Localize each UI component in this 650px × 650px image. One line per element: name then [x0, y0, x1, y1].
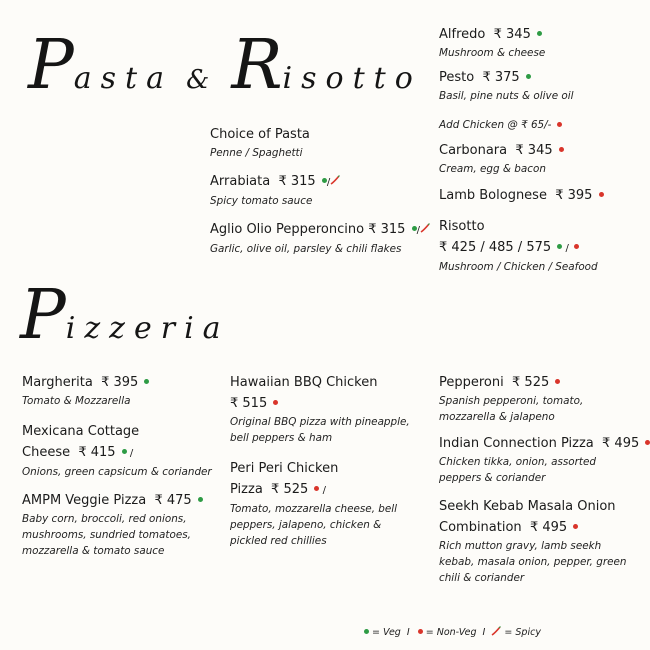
menu-item-indian-connection-pizza: [439, 433, 644, 486]
menu-item-pesto: [439, 67, 644, 104]
nonveg-dot-icon: [573, 524, 578, 529]
menu-item-pepperoni: [439, 372, 644, 425]
item-name: Pizza: [230, 482, 263, 497]
item-title: [439, 433, 644, 454]
item-title: [439, 517, 644, 538]
item-name: Arrabiata: [210, 174, 271, 189]
menu-item-hawaiian-bbq-chicken: [230, 372, 420, 446]
item-name: Hawaiian BBQ Chicken: [230, 375, 378, 390]
item-name: Lamb Bolognese: [439, 188, 547, 203]
item-title: [439, 67, 644, 88]
menu-item-risotto: [439, 216, 644, 275]
legend: [362, 627, 541, 638]
item-desc: Tomato & Mozzarella: [22, 395, 131, 407]
legend-veg-label: = Veg: [372, 627, 401, 638]
item-title: [439, 372, 644, 393]
item-price: ₹ 415: [78, 445, 116, 460]
item-desc: Rich mutton gravy, lamb seekh kebab, masala onion, pepper, green chili & coriander: [439, 540, 627, 584]
heading-text: izzeria: [65, 311, 230, 346]
nonveg-dot-icon: [273, 400, 278, 405]
nonveg-dot-icon: [555, 379, 560, 384]
item-title: [22, 372, 217, 393]
veg-dot-icon: [364, 629, 369, 634]
veg-dot-icon: [412, 226, 417, 231]
heading-ampersand: &: [186, 65, 219, 95]
item-desc: Tomato, mozzarella cheese, bell peppers, jalapeno, chicken & pickled red chillies: [230, 503, 398, 547]
item-title: [22, 490, 217, 511]
veg-dot-icon: [526, 74, 531, 79]
item-price: ₹ 525: [271, 482, 309, 497]
item-title: Cheese ₹ 415 /: [22, 445, 134, 460]
pizzeria-heading: [20, 276, 230, 355]
item-name: Choice of Pasta: [210, 127, 310, 142]
menu-item-seekh-kebab: [439, 496, 644, 586]
add-chicken-note: [439, 116, 644, 134]
item-desc: Chicken tikka, onion, assorted peppers & coriander: [439, 456, 596, 484]
item-desc: Baby corn, broccoli, red onions, mushrooms, sundried tomatoes, mozzarella & tomato sauce: [22, 513, 191, 557]
veg-dot-icon: [144, 379, 149, 384]
legend-separator: I: [482, 627, 486, 638]
item-desc: Onions, green capsicum & coriander: [22, 466, 212, 478]
item-desc: Original BBQ pizza with pineapple, bell peppers & ham: [230, 416, 410, 444]
nonveg-dot-icon: [559, 147, 564, 152]
pasta-middle-column: [210, 124, 430, 267]
item-name: Cheese: [22, 445, 71, 460]
pizza-column-3: [439, 372, 644, 596]
item-price: ₹ 375: [482, 70, 520, 85]
pasta-right-column: [439, 24, 644, 285]
item-price: ₹ 515: [230, 396, 268, 411]
heading-initial: P: [28, 26, 74, 105]
item-price: ₹ 495: [602, 436, 640, 451]
item-desc: Mushroom / Chicken / Seafood: [439, 261, 598, 273]
menu-item-aglio-olio: [210, 219, 430, 257]
chili-icon: [330, 175, 340, 185]
nonveg-dot-icon: [574, 244, 579, 249]
veg-dot-icon: [198, 497, 203, 502]
item-price: ₹ 315: [278, 174, 316, 189]
veg-dot-icon: [322, 178, 327, 183]
pizza-column-1: [22, 372, 217, 569]
nonveg-dot-icon: [557, 122, 562, 127]
menu-item-lamb-bolognese: [439, 185, 644, 206]
item-name: Pepperoni: [439, 375, 504, 390]
item-title: Pizza ₹ 525 /: [230, 482, 326, 497]
menu-item-arrabiata: [210, 171, 430, 209]
item-name: Peri Peri Chicken: [230, 461, 339, 476]
pasta-risotto-heading: [28, 26, 422, 105]
item-title: [439, 140, 644, 161]
item-title: [230, 393, 420, 414]
nonveg-dot-icon: [418, 629, 423, 634]
menu-item-carbonara: [439, 140, 644, 177]
item-title: Arrabiata ₹ 315 /: [210, 171, 430, 193]
heading-initial: P: [20, 276, 66, 355]
menu-item-mexicana-cottage-cheese: [22, 421, 217, 480]
item-name: Risotto: [439, 219, 485, 234]
item-name: Mexicana Cottage: [22, 424, 140, 439]
legend-nonveg-label: = Non-Veg: [425, 627, 477, 638]
veg-dot-icon: [122, 449, 127, 454]
veg-dot-icon: [537, 31, 542, 36]
heading-text: asta: [73, 61, 173, 96]
item-price: ₹ 425 / 485 / 575: [439, 240, 552, 255]
legend-spicy-label: = Spicy: [504, 627, 541, 638]
item-price: ₹ 495: [529, 520, 568, 535]
item-title: Aglio Olio Pepperoncino ₹ 315 /: [210, 219, 430, 241]
item-price: ₹ 345: [493, 27, 531, 42]
item-name: Alfredo: [439, 27, 486, 42]
pizza-column-2: [230, 372, 420, 559]
choice-of-pasta: [210, 124, 430, 161]
item-price: ₹ 475: [154, 493, 192, 508]
item-desc: Spanish pepperoni, tomato, mozzarella & jalapeno: [439, 395, 584, 423]
nonveg-dot-icon: [599, 192, 604, 197]
item-title: [439, 185, 644, 206]
menu-item-margherita: [22, 372, 217, 409]
item-desc: Penne / Spaghetti: [210, 147, 303, 159]
heading-initial: R: [231, 26, 283, 105]
item-title: ₹ 425 / 485 / 575 /: [439, 237, 644, 259]
item-desc: Basil, pine nuts & olive oil: [439, 90, 574, 102]
addon-text: Add Chicken @ ₹ 65/-: [439, 119, 552, 131]
item-price: ₹ 395: [555, 188, 593, 203]
menu-item-peri-peri-chicken: [230, 458, 420, 549]
item-name: Aglio Olio Pepperoncino: [210, 222, 365, 237]
legend-separator: I: [406, 627, 410, 638]
item-name: Seekh Kebab Masala Onion: [439, 499, 616, 514]
nonveg-dot-icon: [645, 440, 650, 445]
item-title: [439, 24, 644, 45]
item-name: Indian Connection Pizza: [439, 436, 594, 451]
item-desc: Cream, egg & bacon: [439, 163, 546, 175]
item-desc: Garlic, olive oil, parsley & chili flakes: [210, 243, 402, 255]
item-name: AMPM Veggie Pizza: [22, 493, 147, 508]
item-name: Pesto: [439, 70, 475, 85]
item-desc: Spicy tomato sauce: [210, 195, 313, 207]
item-price: ₹ 315: [368, 222, 406, 237]
heading-text: isotto: [282, 61, 422, 96]
chili-icon: [420, 223, 430, 233]
menu-item-ampm-veggie-pizza: [22, 490, 217, 559]
chili-icon: [491, 626, 501, 636]
item-name: Carbonara: [439, 143, 508, 158]
item-price: ₹ 525: [512, 375, 550, 390]
item-price: ₹ 345: [515, 143, 553, 158]
item-desc: Mushroom & cheese: [439, 47, 546, 59]
item-name: Margherita: [22, 375, 93, 390]
item-price: ₹ 395: [101, 375, 139, 390]
item-name: Combination: [439, 520, 522, 535]
menu-item-alfredo: [439, 24, 644, 61]
